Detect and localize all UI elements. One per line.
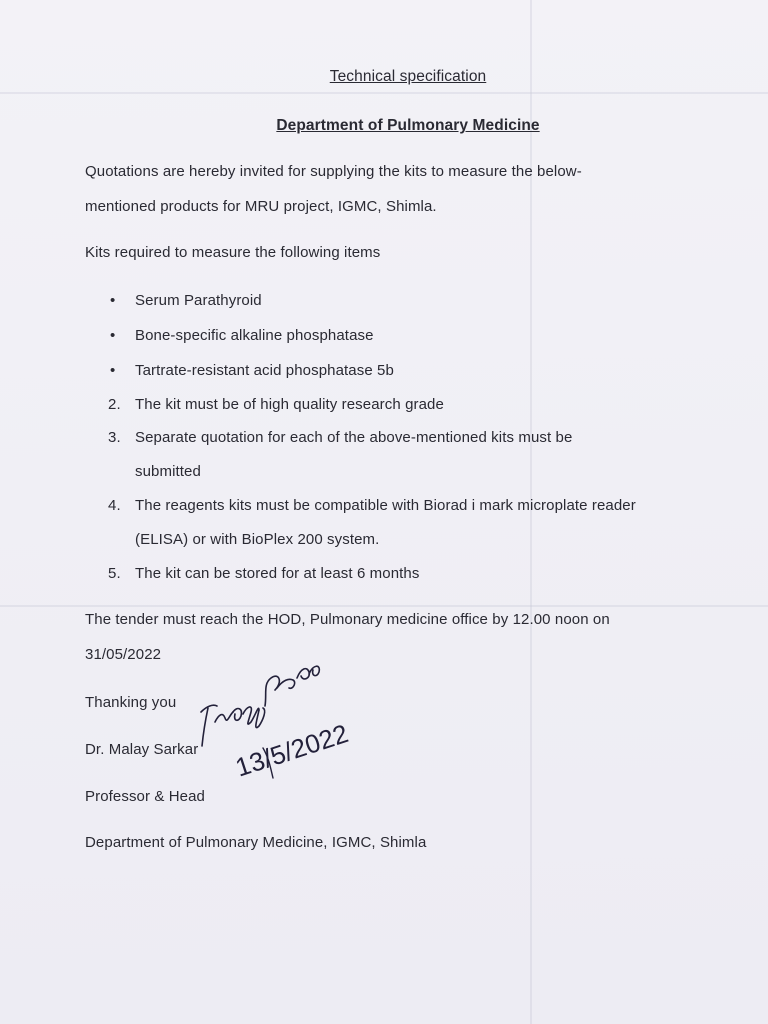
tender-line-1: The tender must reach the HOD, Pulmonary medicine office by 12.00 noon on xyxy=(85,611,610,628)
numbered-item xyxy=(108,565,636,598)
bullet-item: • Tartrate-resistant acid phosphatase 5b xyxy=(108,362,394,397)
signatory-name: Dr. Malay Sarkar xyxy=(85,741,199,758)
bullet-list xyxy=(108,292,394,397)
item-number: 4. xyxy=(108,497,121,514)
signatory-position: Professor & Head xyxy=(85,788,205,805)
item-text: The kit can be stored for at least 6 months xyxy=(135,565,420,582)
bullet-item: • Serum Parathyroid xyxy=(108,292,394,327)
numbered-item xyxy=(108,497,636,565)
signature-date: 13/5/2022 xyxy=(231,718,352,783)
item-text: The reagents kits must be compatible with Biorad i mark microplate reader xyxy=(135,497,636,514)
item-text: (ELISA) or with BioPlex 200 system. xyxy=(135,531,380,548)
item-number: 3. xyxy=(108,429,121,446)
signoff-department: Department of Pulmonary Medicine, IGMC, Shimla xyxy=(85,834,427,851)
intro-line-1: Quotations are hereby invited for supplying the kits to measure the below- xyxy=(85,163,582,180)
item-text: The kit must be of high quality research grade xyxy=(135,396,444,413)
tender-line-2: 31/05/2022 xyxy=(85,646,162,663)
closing-text: Thanking you xyxy=(85,694,177,711)
document-title: Technical specification xyxy=(329,68,487,85)
item-number: 2. xyxy=(108,396,121,413)
handwritten-signature xyxy=(193,650,368,785)
bullet-item: • Bone-specific alkaline phosphatase xyxy=(108,327,394,362)
kits-intro: Kits required to measure the following items xyxy=(85,244,381,261)
item-text: submitted xyxy=(135,463,201,480)
intro-line-2: mentioned products for MRU project, IGMC, Shimla. xyxy=(85,198,437,215)
item-number: 5. xyxy=(108,565,121,582)
numbered-list xyxy=(108,396,636,598)
numbered-item xyxy=(108,429,636,497)
item-text: Separate quotation for each of the above-mentioned kits must be xyxy=(135,429,573,446)
department-heading: Department of Pulmonary Medicine xyxy=(276,117,540,134)
numbered-item xyxy=(108,396,636,429)
